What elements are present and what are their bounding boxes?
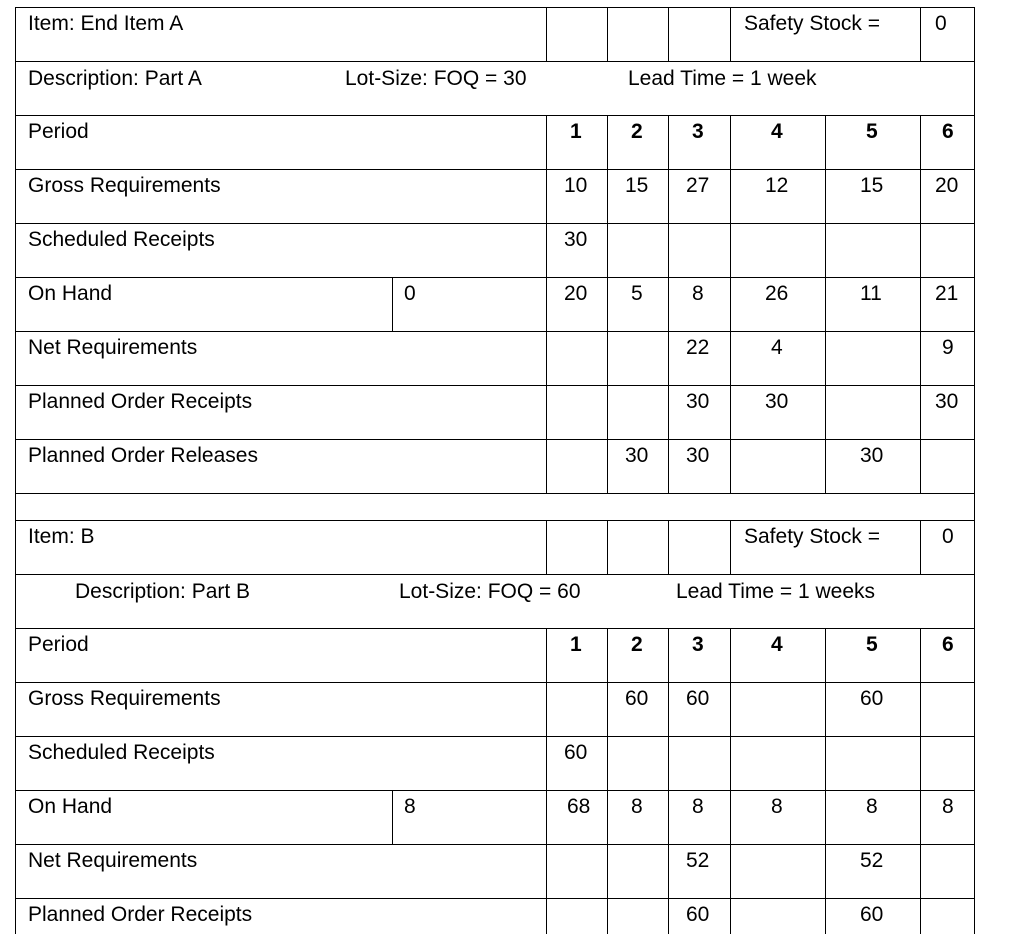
value-cell: 30 [625, 444, 649, 467]
value-cell: 52 [686, 849, 710, 872]
lead-time: Lead Time = 1 week [628, 67, 817, 90]
period-cell: 1 [570, 633, 582, 656]
rule [546, 115, 547, 494]
value-cell: 60 [625, 687, 649, 710]
row-label-planned-order-releases: Planned Order Releases [28, 444, 258, 467]
value-cell: 15 [860, 174, 884, 197]
rule [392, 790, 393, 845]
rule [607, 520, 608, 575]
period-cell: 1 [570, 120, 582, 143]
rule [546, 520, 547, 575]
value-cell: 20 [564, 282, 588, 305]
rule [920, 115, 921, 494]
safety-stock-label: Safety Stock = [744, 12, 880, 35]
value-cell: 22 [686, 336, 710, 359]
rule [15, 493, 975, 494]
period-cell: 6 [942, 120, 954, 143]
period-cell: 3 [692, 633, 704, 656]
rule [974, 7, 975, 494]
description: Description: Part B [75, 580, 251, 603]
row-label-gross-requirements: Gross Requirements [28, 174, 221, 197]
rule [668, 520, 669, 575]
rule [15, 628, 975, 629]
value-cell: 60 [564, 741, 588, 764]
item-label: Item: B [28, 525, 95, 548]
rule [668, 115, 669, 494]
value-cell: 27 [686, 174, 710, 197]
period-cell: 2 [631, 633, 643, 656]
value-cell: 8 [771, 795, 783, 818]
value-cell: 8 [631, 795, 643, 818]
rule [15, 61, 975, 62]
row-label-period: Period [28, 633, 89, 656]
row-label-on-hand: On Hand [28, 282, 113, 305]
value-cell: 52 [860, 849, 884, 872]
lot-size: Lot-Size: FOQ = 30 [345, 67, 527, 90]
period-cell: 5 [866, 120, 878, 143]
row-label-scheduled-receipts: Scheduled Receipts [28, 228, 215, 251]
row-label-gross-requirements: Gross Requirements [28, 687, 221, 710]
rule [730, 7, 731, 62]
rule [15, 844, 975, 845]
rule [546, 7, 547, 62]
rule [15, 494, 16, 934]
rule [15, 736, 975, 737]
period-cell: 5 [866, 633, 878, 656]
rule [15, 682, 975, 683]
row-label-period: Period [28, 120, 89, 143]
row-label-net-requirements: Net Requirements [28, 849, 198, 872]
rule [15, 331, 975, 332]
rule [15, 520, 975, 521]
row-label-planned-order-receipts: Planned Order Receipts [28, 390, 253, 413]
value-cell: 30 [686, 390, 710, 413]
value-cell: 4 [771, 336, 783, 359]
item-label: Item: End Item A [28, 12, 184, 35]
rule [920, 520, 921, 575]
value-cell: 15 [625, 174, 649, 197]
row-label-net-requirements: Net Requirements [28, 336, 198, 359]
value-cell: 60 [860, 687, 884, 710]
rule [15, 277, 975, 278]
value-cell: 12 [765, 174, 789, 197]
value-cell: 68 [567, 795, 591, 818]
value-cell: 11 [860, 282, 882, 305]
value-cell: 60 [686, 903, 710, 926]
rule [15, 115, 975, 116]
safety-stock-value: 0 [935, 12, 947, 35]
rule [668, 7, 669, 62]
value-cell: 21 [935, 282, 959, 305]
lead-time: Lead Time = 1 weeks [676, 580, 876, 603]
rule [607, 115, 608, 494]
row-label-scheduled-receipts: Scheduled Receipts [28, 741, 215, 764]
row-label-planned-order-receipts: Planned Order Receipts [28, 903, 253, 926]
rule [825, 628, 826, 934]
rule [730, 628, 731, 934]
rule [974, 494, 975, 934]
value-cell: 30 [686, 444, 710, 467]
rule [15, 169, 975, 170]
on-hand-initial: 0 [404, 282, 416, 305]
value-cell: 5 [631, 282, 643, 305]
safety-stock-value: 0 [942, 525, 954, 548]
value-cell: 20 [935, 174, 959, 197]
on-hand-initial: 8 [404, 795, 416, 818]
rule [730, 520, 731, 575]
rule [15, 7, 16, 494]
rule [730, 115, 731, 494]
rule [920, 7, 921, 62]
rule [825, 115, 826, 494]
period-cell: 4 [771, 633, 783, 656]
value-cell: 26 [765, 282, 789, 305]
rule [15, 790, 975, 791]
value-cell: 9 [942, 336, 954, 359]
period-cell: 4 [771, 120, 783, 143]
rule [15, 898, 975, 899]
value-cell: 8 [866, 795, 878, 818]
lot-size: Lot-Size: FOQ = 60 [399, 580, 581, 603]
period-cell: 3 [692, 120, 704, 143]
rule [15, 574, 975, 575]
value-cell: 60 [860, 903, 884, 926]
period-cell: 2 [631, 120, 643, 143]
value-cell: 8 [942, 795, 954, 818]
rule [15, 385, 975, 386]
rule [15, 223, 975, 224]
period-cell: 6 [942, 633, 954, 656]
rule [668, 628, 669, 934]
value-cell: 10 [564, 174, 588, 197]
rule [607, 7, 608, 62]
description: Description: Part A [28, 67, 202, 90]
rule [607, 628, 608, 934]
value-cell: 30 [860, 444, 884, 467]
rule [546, 628, 547, 934]
row-label-on-hand: On Hand [28, 795, 113, 818]
rule [920, 628, 921, 934]
value-cell: 60 [686, 687, 710, 710]
value-cell: 30 [564, 228, 588, 251]
value-cell: 30 [935, 390, 959, 413]
value-cell: 30 [765, 390, 789, 413]
value-cell: 8 [692, 795, 704, 818]
rule [15, 7, 975, 8]
safety-stock-label: Safety Stock = [744, 525, 880, 548]
rule [15, 439, 975, 440]
rule [392, 277, 393, 332]
value-cell: 8 [692, 282, 704, 305]
